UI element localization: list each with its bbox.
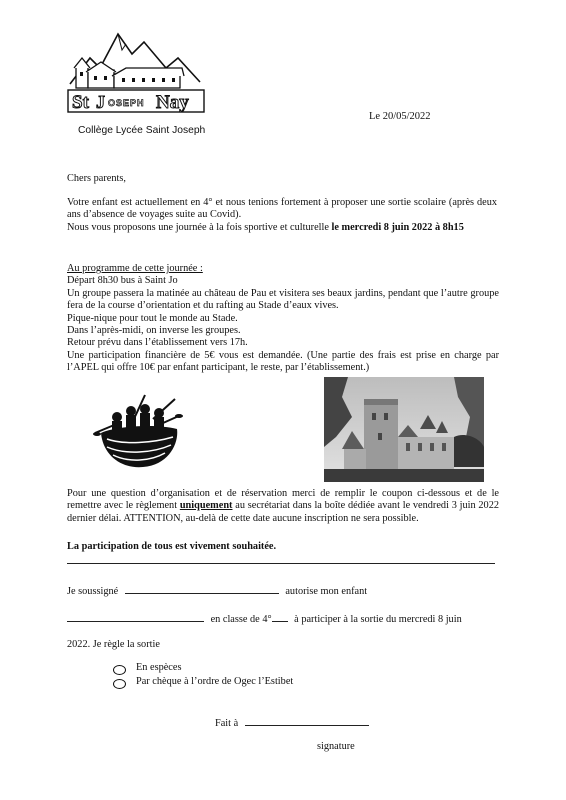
contact-text: Pour une question d’organisation et de réservation merci de remplir le coupon ci-dessous et de le remettre avec le règlement bbox=[67, 488, 499, 512]
contact-text-end: au secrétariat dans la boîte dédiée avant le vendredi 3 juin 2022 dernier délai. ATTENTION, au-delà de cette date aucune inscription ne sera possible. bbox=[67, 500, 499, 524]
separator-line bbox=[67, 563, 495, 564]
payment-radio-cash[interactable] bbox=[113, 665, 126, 675]
program-line: Pique-nique pour tout le monde au Stade. bbox=[67, 312, 238, 324]
coupon-label-soussigne: Je soussigné bbox=[67, 586, 119, 597]
signature-label: signature bbox=[317, 741, 355, 752]
letter-date: Le 20/05/2022 bbox=[369, 111, 431, 122]
program-line: Retour prévu dans l’établissement vers 17h. bbox=[67, 337, 248, 349]
class-field[interactable] bbox=[272, 612, 288, 622]
coupon-label-participer: à participer à la sortie du mercredi 8 juin bbox=[294, 614, 462, 625]
svg-text:OSEPH: OSEPH bbox=[108, 98, 145, 108]
intro-text: Votre enfant est actuellement en 4° et nous tenions fortement à proposer une sortie scolaire (après deux ans d’absence de voyages suite au Covid). bbox=[67, 197, 497, 221]
payment-option-cash: En espèces bbox=[136, 662, 182, 673]
program-line: Dans l’après-midi, on inverse les groupes. bbox=[67, 325, 241, 337]
place-field[interactable] bbox=[245, 716, 369, 726]
contact-paragraph bbox=[67, 488, 499, 525]
coupon-label-classe: en classe de 4° bbox=[210, 614, 272, 625]
svg-text:Nay: Nay bbox=[156, 92, 189, 113]
program-line: Départ 8h30 bus à Saint Jo bbox=[67, 275, 178, 287]
greeting: Chers parents, bbox=[67, 173, 126, 184]
coupon-label-autorise: autorise mon enfant bbox=[285, 586, 368, 597]
contact-emphasis: uniquement bbox=[179, 500, 233, 512]
fait-a-label: Fait à bbox=[215, 718, 239, 729]
program-title: Au programme de cette journée : bbox=[67, 263, 203, 274]
name-field[interactable] bbox=[125, 584, 279, 594]
castle-photo bbox=[324, 377, 484, 482]
coupon-line-1 bbox=[67, 584, 367, 598]
intro-paragraph bbox=[67, 197, 497, 234]
fait-a-line bbox=[215, 716, 369, 730]
school-logo bbox=[66, 28, 210, 120]
payment-option-cheque: Par chèque à l’ordre de Ogec l’Estibet bbox=[136, 676, 294, 687]
coupon-line-3: 2022. Je règle la sortie bbox=[67, 639, 160, 650]
proposal-text: Nous vous proposons une journée à la fois sportive et culturelle bbox=[67, 221, 332, 233]
svg-text:J: J bbox=[96, 92, 105, 112]
child-name-field[interactable] bbox=[67, 612, 204, 622]
school-name: Collège Lycée Saint Joseph bbox=[78, 125, 206, 136]
closing-line: La participation de tous est vivement souhaitée. bbox=[67, 541, 277, 552]
event-date: le mercredi 8 juin 2022 à 8h15 bbox=[331, 221, 464, 233]
coupon-line-2 bbox=[67, 612, 462, 626]
rafting-illustration bbox=[93, 393, 183, 473]
program-section bbox=[67, 263, 499, 375]
svg-text:St: St bbox=[72, 92, 89, 113]
payment-radio-cheque[interactable] bbox=[113, 679, 126, 689]
program-line: Un groupe passera la matinée au château de Pau et visitera ses beaux jardins, pendant que l’autre groupe fera de la course d’orientation et du rafting au Stade d’eaux vives. bbox=[67, 287, 499, 312]
program-line: Une participation financière de 5€ vous est demandée. (Une partie des frais est prise en charge par l’APEL qui offre 10€ par enfant participant, le reste, par l’établissement.) bbox=[67, 349, 499, 374]
